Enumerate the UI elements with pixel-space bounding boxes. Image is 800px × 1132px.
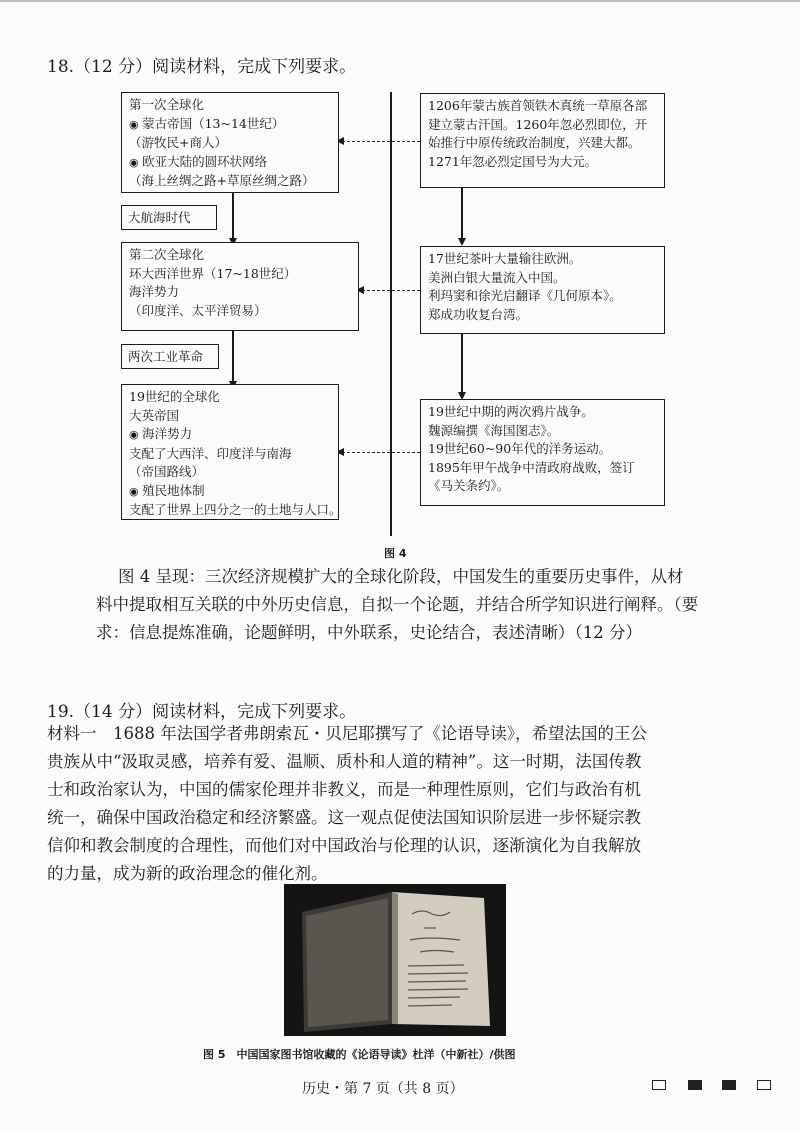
- china-event: 1206年蒙古族首领铁木真统一草原各部: [428, 98, 648, 113]
- china-event: 1271年忽必烈定国号为大元。: [428, 153, 598, 169]
- china-event: 19世纪中期的两次鸦片战争。: [428, 404, 594, 419]
- china-event: 魏源编撰《海国图志》。: [428, 422, 560, 438]
- q18-header: 18.（12 分）阅读材料，完成下列要求。: [47, 57, 357, 77]
- registration-mark: [757, 1080, 771, 1090]
- china-event: 19世纪60~90年代的洋务运动。: [428, 441, 612, 456]
- q18-prompt-line: 图 4 呈现：三次经济规模扩大的全球化阶段，中国发生的重要历史事件，从材: [118, 567, 684, 586]
- stage2-title: 第二次全球化: [129, 247, 205, 262]
- figure4-caption: 图 4: [384, 547, 407, 560]
- material-line: 统一，确保中国政治稳定和经济繁盛。这一观点促使法国知识阶层进一步怀疑宗教: [47, 808, 641, 827]
- stage3-title: 19世纪的全球化: [129, 389, 220, 404]
- q18-prompt: [96, 563, 698, 647]
- q18-prompt-line: 求：信息提炼准确，论题鲜明，中外联系，史论结合，表述清晰）（12 分）: [96, 623, 642, 642]
- stage3-line: 支配了世界上四分之一的土地与人口。: [129, 502, 342, 517]
- stage3-line: 支配了大西洋、印度洋与南海: [129, 445, 292, 461]
- material-line: 材料一 1688 年法国学者弗朗索瓦・贝尼耶撰写了《论语导读》，希望法国的王公: [47, 724, 647, 743]
- connector-line: [232, 193, 234, 241]
- stage3-line: ◉ 殖民地体制: [129, 482, 331, 502]
- page-footer: 历史・第 7 页（共 8 页）: [302, 1081, 464, 1097]
- dashed-link: [362, 290, 420, 291]
- china-event: 17世纪茶叶大量输往欧洲。: [428, 251, 582, 266]
- stage3-line: （帝国路线）: [129, 464, 205, 479]
- stage1-line: ◉ 欧亚大陆的圆环状网络: [129, 153, 331, 173]
- era-tag-age-of-discovery: 大航海时代: [121, 205, 217, 230]
- stage3-box: [121, 384, 342, 520]
- stage1-line: （游牧民+商人）: [129, 135, 227, 150]
- china-events-box-3: [420, 399, 665, 506]
- q19-material: [47, 720, 647, 888]
- stage2-line: （印度洋、太平洋贸易）: [129, 302, 267, 318]
- q19-header: 19.（14 分）阅读材料，完成下列要求。: [47, 702, 357, 722]
- connector-line: [232, 331, 234, 385]
- timeline-axis: [390, 92, 392, 536]
- stage1-title: 第一次全球化: [129, 97, 205, 112]
- top-border: [0, 0, 800, 2]
- china-event: 利玛窦和徐光启翻译《几何原本》。: [428, 288, 622, 303]
- stage2-line: 海洋势力: [129, 284, 180, 299]
- china-event: 郑成功收复台湾。: [428, 306, 529, 322]
- china-event: 《马关条约》。: [428, 478, 510, 493]
- dashed-link: [342, 141, 420, 142]
- china-events-box-2: [420, 246, 665, 334]
- arrow-down-icon: [458, 238, 466, 246]
- stage2-line: 环大西洋世界（17~18世纪）: [129, 265, 297, 281]
- china-events-box-1: [420, 93, 665, 188]
- stage1-line: ◉ 蒙古帝国（13~14世纪）: [129, 115, 331, 135]
- china-event: 美洲白银大量流入中国。: [428, 269, 566, 285]
- connector-line: [461, 188, 463, 241]
- stage3-line: ◉ 海洋势力: [129, 425, 331, 445]
- figure5-caption: 图 5 中国国家图书馆收藏的《论语导读》杜洋（中新社）/供图: [203, 1048, 516, 1061]
- material-line: 的力量，成为新的政治理念的催化剂。: [47, 864, 328, 883]
- q18-prompt-line: 料中提取相互关联的中外历史信息，自拟一个论题，并结合所学知识进行阐释。（要: [96, 595, 699, 614]
- registration-mark: [722, 1080, 736, 1090]
- material-line: 贵族从中“汲取灵感，培养有爱、温顺、质朴和人道的精神”。这一时期，法国传教: [47, 752, 642, 771]
- book-illustration: [284, 884, 506, 1036]
- stage2-box: [121, 242, 359, 331]
- china-event: 建立蒙古汗国。1260年忽必烈即位，开: [428, 116, 648, 132]
- material-line: 信仰和教会制度的合理性，而他们对中国政治与伦理的认识，逐渐演化为自我解放: [47, 836, 641, 855]
- china-event: 1895年甲午战争中清政府战败，签订: [428, 459, 635, 475]
- registration-mark: [652, 1080, 666, 1090]
- stage1-box: [121, 92, 339, 193]
- connector-line: [461, 334, 463, 396]
- stage3-line: 大英帝国: [129, 407, 180, 423]
- material-line: 士和政治家认为，中国的儒家伦理并非教义，而是一种理性原则，它们与政治有机: [47, 780, 641, 799]
- era-tag-industrial-revolutions: 两次工业革命: [121, 344, 219, 369]
- stage1-line: （海上丝绸之路+草原丝绸之路）: [129, 173, 315, 188]
- book-photo: [284, 884, 506, 1036]
- dashed-link: [342, 452, 420, 453]
- registration-mark: [688, 1080, 702, 1090]
- china-event: 始推行中原传统政治制度，兴建大都。: [428, 135, 641, 150]
